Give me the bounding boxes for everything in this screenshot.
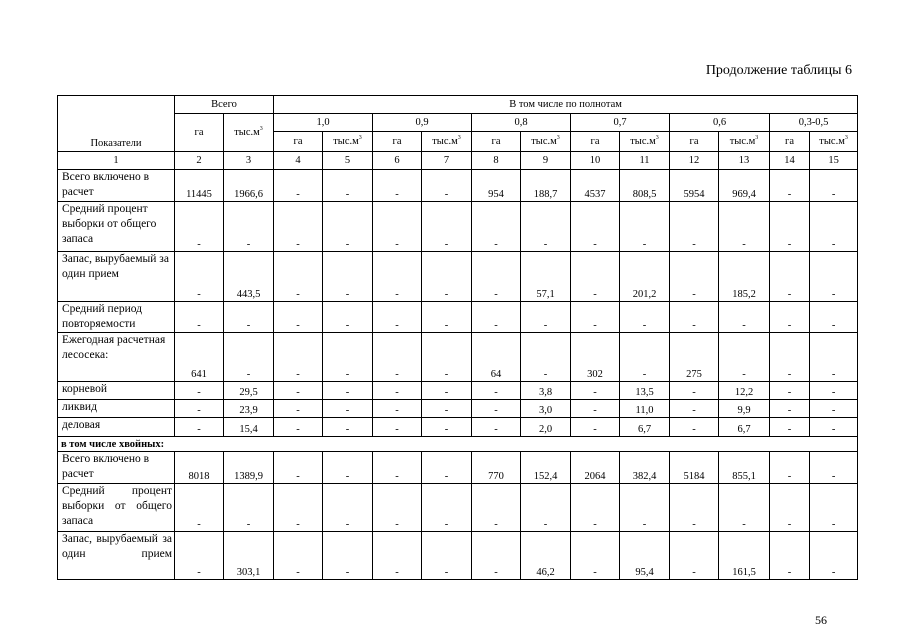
table-row xyxy=(58,452,858,484)
cell-value: - xyxy=(810,484,858,532)
cell-value: - xyxy=(670,252,719,302)
header-row-1 xyxy=(58,96,858,114)
cell-value: - xyxy=(472,382,521,400)
cell-value: - xyxy=(274,202,323,252)
cell-value: - xyxy=(422,170,472,202)
data-table xyxy=(57,95,858,580)
cell-value: - xyxy=(373,400,422,418)
cell-value: - xyxy=(373,532,422,580)
cell-value: - xyxy=(719,202,770,252)
unit-volume-text: тыс.м xyxy=(333,136,359,147)
cell-value: - xyxy=(323,333,373,382)
cell-value: - xyxy=(323,382,373,400)
cell-value: - xyxy=(571,532,620,580)
cell-value: - xyxy=(670,400,719,418)
cell-value: 152,4 xyxy=(521,452,571,484)
cell-value: - xyxy=(620,333,670,382)
section-title: в том числе хвойных: xyxy=(58,437,858,452)
unit-volume-text: тыс.м xyxy=(819,136,845,147)
unit-volume-1 xyxy=(422,132,472,152)
unit-ha-2: га xyxy=(472,132,521,152)
cell-value: - xyxy=(571,252,620,302)
header-volume xyxy=(224,114,274,152)
cell-value: 382,4 xyxy=(620,452,670,484)
cell-value: - xyxy=(670,532,719,580)
cell-value: - xyxy=(175,302,224,333)
cell-value: - xyxy=(224,333,274,382)
header-density-2: 0,8 xyxy=(472,114,571,132)
cell-value: - xyxy=(422,302,472,333)
cell-value: - xyxy=(373,202,422,252)
unit-volume-sup: 3 xyxy=(556,135,560,141)
cell-value: - xyxy=(274,333,323,382)
cell-value: 808,5 xyxy=(620,170,670,202)
cell-value: 2,0 xyxy=(521,418,571,437)
column-number: 5 xyxy=(323,152,373,170)
cell-value: - xyxy=(373,452,422,484)
cell-value: - xyxy=(323,302,373,333)
cell-value: - xyxy=(175,400,224,418)
cell-value: 15,4 xyxy=(224,418,274,437)
table-row xyxy=(58,333,858,382)
header-row-2 xyxy=(58,114,858,132)
cell-value: 770 xyxy=(472,452,521,484)
cell-value: - xyxy=(810,333,858,382)
cell-value: - xyxy=(323,418,373,437)
cell-value: - xyxy=(472,252,521,302)
cell-value: - xyxy=(810,452,858,484)
cell-value: - xyxy=(373,170,422,202)
cell-value: - xyxy=(274,252,323,302)
cell-value: 6,7 xyxy=(719,418,770,437)
cell-value: 3,0 xyxy=(521,400,571,418)
cell-value: - xyxy=(620,484,670,532)
cell-value: - xyxy=(719,302,770,333)
column-number: 13 xyxy=(719,152,770,170)
row-label: Запас, вырубаемый за один прием xyxy=(58,532,175,580)
table-caption: Продолжение таблицы 6 xyxy=(705,63,852,78)
header-by-density: В том числе по полнотам xyxy=(274,96,858,114)
cell-value: - xyxy=(719,484,770,532)
cell-value: 3,8 xyxy=(521,382,571,400)
cell-value: - xyxy=(670,418,719,437)
row-label: Всего включено в расчет xyxy=(58,170,175,202)
cell-value: - xyxy=(323,170,373,202)
cell-value: - xyxy=(422,418,472,437)
unit-volume-3 xyxy=(620,132,670,152)
unit-volume-sup: 3 xyxy=(655,135,659,141)
cell-value: - xyxy=(274,170,323,202)
cell-value: - xyxy=(571,382,620,400)
cell-value: - xyxy=(373,418,422,437)
cell-value: 95,4 xyxy=(620,532,670,580)
header-total: Всего xyxy=(175,96,274,114)
header-volume-text: тыс.м xyxy=(234,127,260,138)
cell-value: - xyxy=(224,302,274,333)
cell-value: - xyxy=(373,382,422,400)
cell-value: - xyxy=(571,302,620,333)
cell-value: - xyxy=(571,484,620,532)
cell-value: - xyxy=(810,202,858,252)
cell-value: 1389,9 xyxy=(224,452,274,484)
cell-value: - xyxy=(670,382,719,400)
cell-value: - xyxy=(175,382,224,400)
cell-value: - xyxy=(810,252,858,302)
cell-value: - xyxy=(810,382,858,400)
header-ha: га xyxy=(175,114,224,152)
cell-value: 46,2 xyxy=(521,532,571,580)
cell-value: 8018 xyxy=(175,452,224,484)
cell-value: - xyxy=(274,452,323,484)
cell-value: - xyxy=(670,302,719,333)
table-row xyxy=(58,382,858,400)
cell-value: 275 xyxy=(670,333,719,382)
unit-volume-5 xyxy=(810,132,858,152)
page-number: 56 xyxy=(815,613,827,627)
cell-value: - xyxy=(175,418,224,437)
unit-volume-2 xyxy=(521,132,571,152)
cell-value: 57,1 xyxy=(521,252,571,302)
cell-value: - xyxy=(472,418,521,437)
cell-value: - xyxy=(224,484,274,532)
cell-value: - xyxy=(770,418,810,437)
table-row xyxy=(58,202,858,252)
column-number: 10 xyxy=(571,152,620,170)
cell-value: 23,9 xyxy=(224,400,274,418)
cell-value: 5954 xyxy=(670,170,719,202)
cell-value: 969,4 xyxy=(719,170,770,202)
cell-value: - xyxy=(373,252,422,302)
column-number: 14 xyxy=(770,152,810,170)
column-number: 9 xyxy=(521,152,571,170)
cell-value: 201,2 xyxy=(620,252,670,302)
cell-value: 5184 xyxy=(670,452,719,484)
cell-value: - xyxy=(422,202,472,252)
cell-value: - xyxy=(175,484,224,532)
unit-volume-sup: 3 xyxy=(358,135,362,141)
cell-value: - xyxy=(670,202,719,252)
cell-value: - xyxy=(373,333,422,382)
cell-value: - xyxy=(521,333,571,382)
unit-ha-1: га xyxy=(373,132,422,152)
cell-value: 6,7 xyxy=(620,418,670,437)
cell-value: - xyxy=(620,202,670,252)
cell-value: - xyxy=(323,532,373,580)
table-body xyxy=(58,96,858,580)
cell-value: - xyxy=(719,333,770,382)
cell-value: - xyxy=(571,400,620,418)
cell-value: 29,5 xyxy=(224,382,274,400)
cell-value: - xyxy=(274,418,323,437)
cell-value: - xyxy=(175,252,224,302)
cell-value: 641 xyxy=(175,333,224,382)
row-label: Всего включено в расчет xyxy=(58,452,175,484)
column-number: 1 xyxy=(58,152,175,170)
cell-value: - xyxy=(620,302,670,333)
cell-value: - xyxy=(323,202,373,252)
unit-volume-text: тыс.м xyxy=(729,136,756,147)
cell-value: - xyxy=(810,400,858,418)
cell-value: - xyxy=(571,418,620,437)
unit-volume-sup: 3 xyxy=(755,135,759,141)
cell-value: - xyxy=(422,333,472,382)
cell-value: 161,5 xyxy=(719,532,770,580)
cell-value: - xyxy=(810,302,858,333)
column-number: 15 xyxy=(810,152,858,170)
column-number: 7 xyxy=(422,152,472,170)
cell-value: - xyxy=(521,202,571,252)
header-density-5: 0,3-0,5 xyxy=(770,114,858,132)
cell-value: - xyxy=(373,484,422,532)
cell-value: - xyxy=(422,382,472,400)
cell-value: - xyxy=(472,202,521,252)
cell-value: 2064 xyxy=(571,452,620,484)
cell-value: - xyxy=(422,532,472,580)
cell-value: 9,9 xyxy=(719,400,770,418)
row-label: ликвид xyxy=(58,400,175,418)
cell-value: - xyxy=(323,252,373,302)
cell-value: - xyxy=(571,202,620,252)
cell-value: 302 xyxy=(571,333,620,382)
column-number: 2 xyxy=(175,152,224,170)
header-density-0: 1,0 xyxy=(274,114,373,132)
cell-value: - xyxy=(472,532,521,580)
cell-value: - xyxy=(770,333,810,382)
cell-value: - xyxy=(274,400,323,418)
cell-value: - xyxy=(521,302,571,333)
row-label: Средний процент выборки от общего запаса xyxy=(58,202,175,252)
cell-value: - xyxy=(770,252,810,302)
unit-ha-0: га xyxy=(274,132,323,152)
header-density-3: 0,7 xyxy=(571,114,670,132)
cell-value: - xyxy=(422,252,472,302)
header-density-4: 0,6 xyxy=(670,114,770,132)
cell-value: - xyxy=(274,302,323,333)
cell-value: 443,5 xyxy=(224,252,274,302)
cell-value: - xyxy=(770,170,810,202)
row-label: корневой xyxy=(58,382,175,400)
cell-value: - xyxy=(422,484,472,532)
table-row xyxy=(58,484,858,532)
cell-value: 64 xyxy=(472,333,521,382)
cell-value: - xyxy=(770,400,810,418)
cell-value: - xyxy=(422,400,472,418)
cell-value: - xyxy=(770,382,810,400)
column-number: 8 xyxy=(472,152,521,170)
cell-value: - xyxy=(323,400,373,418)
table-row xyxy=(58,170,858,202)
cell-value: - xyxy=(521,484,571,532)
unit-volume-text: тыс.м xyxy=(531,136,557,147)
column-number: 6 xyxy=(373,152,422,170)
unit-ha-4: га xyxy=(670,132,719,152)
unit-volume-0 xyxy=(323,132,373,152)
unit-volume-text: тыс.м xyxy=(432,136,458,147)
unit-volume-4 xyxy=(719,132,770,152)
cell-value: 4537 xyxy=(571,170,620,202)
cell-value: - xyxy=(770,452,810,484)
cell-value: 954 xyxy=(472,170,521,202)
cell-value: - xyxy=(472,400,521,418)
section-row xyxy=(58,437,858,452)
cell-value: - xyxy=(323,484,373,532)
unit-ha-3: га xyxy=(571,132,620,152)
column-number: 4 xyxy=(274,152,323,170)
column-number: 11 xyxy=(620,152,670,170)
cell-value: - xyxy=(810,532,858,580)
cell-value: - xyxy=(670,484,719,532)
cell-value: - xyxy=(323,452,373,484)
cell-value: - xyxy=(810,170,858,202)
row-label: деловая xyxy=(58,418,175,437)
cell-value: 855,1 xyxy=(719,452,770,484)
cell-value: 185,2 xyxy=(719,252,770,302)
cell-value: - xyxy=(274,382,323,400)
cell-value: - xyxy=(770,484,810,532)
cell-value: - xyxy=(770,302,810,333)
table-row xyxy=(58,532,858,580)
cell-value: 303,1 xyxy=(224,532,274,580)
row-label: Запас, вырубаемый за один прием xyxy=(58,252,175,302)
cell-value: - xyxy=(274,484,323,532)
header-indicators: Показатели xyxy=(58,96,175,152)
cell-value: - xyxy=(810,418,858,437)
cell-value: 13,5 xyxy=(620,382,670,400)
cell-value: 1966,6 xyxy=(224,170,274,202)
unit-ha-5: га xyxy=(770,132,810,152)
row-label: Средний период повторяемости xyxy=(58,302,175,333)
cell-value: - xyxy=(472,484,521,532)
cell-value: - xyxy=(274,532,323,580)
unit-volume-sup: 3 xyxy=(844,135,848,141)
unit-volume-text: тыс.м xyxy=(630,136,656,147)
header-volume-sup: 3 xyxy=(259,126,263,132)
row-label: Средний процент выборки от общего запаса xyxy=(58,484,175,532)
column-number: 3 xyxy=(224,152,274,170)
column-number: 12 xyxy=(670,152,719,170)
cell-value: - xyxy=(472,302,521,333)
row-label: Ежегодная расчетная лесосека: xyxy=(58,333,175,382)
cell-value: - xyxy=(175,532,224,580)
header-density-1: 0,9 xyxy=(373,114,472,132)
cell-value: - xyxy=(770,202,810,252)
table-row xyxy=(58,302,858,333)
cell-value: - xyxy=(373,302,422,333)
unit-volume-sup: 3 xyxy=(457,135,461,141)
column-number-row xyxy=(58,152,858,170)
table-row xyxy=(58,418,858,437)
cell-value: 188,7 xyxy=(521,170,571,202)
cell-value: - xyxy=(770,532,810,580)
cell-value: - xyxy=(175,202,224,252)
cell-value: - xyxy=(422,452,472,484)
cell-value: 12,2 xyxy=(719,382,770,400)
cell-value: - xyxy=(224,202,274,252)
cell-value: 11445 xyxy=(175,170,224,202)
table-row xyxy=(58,252,858,302)
cell-value: 11,0 xyxy=(620,400,670,418)
table-row xyxy=(58,400,858,418)
